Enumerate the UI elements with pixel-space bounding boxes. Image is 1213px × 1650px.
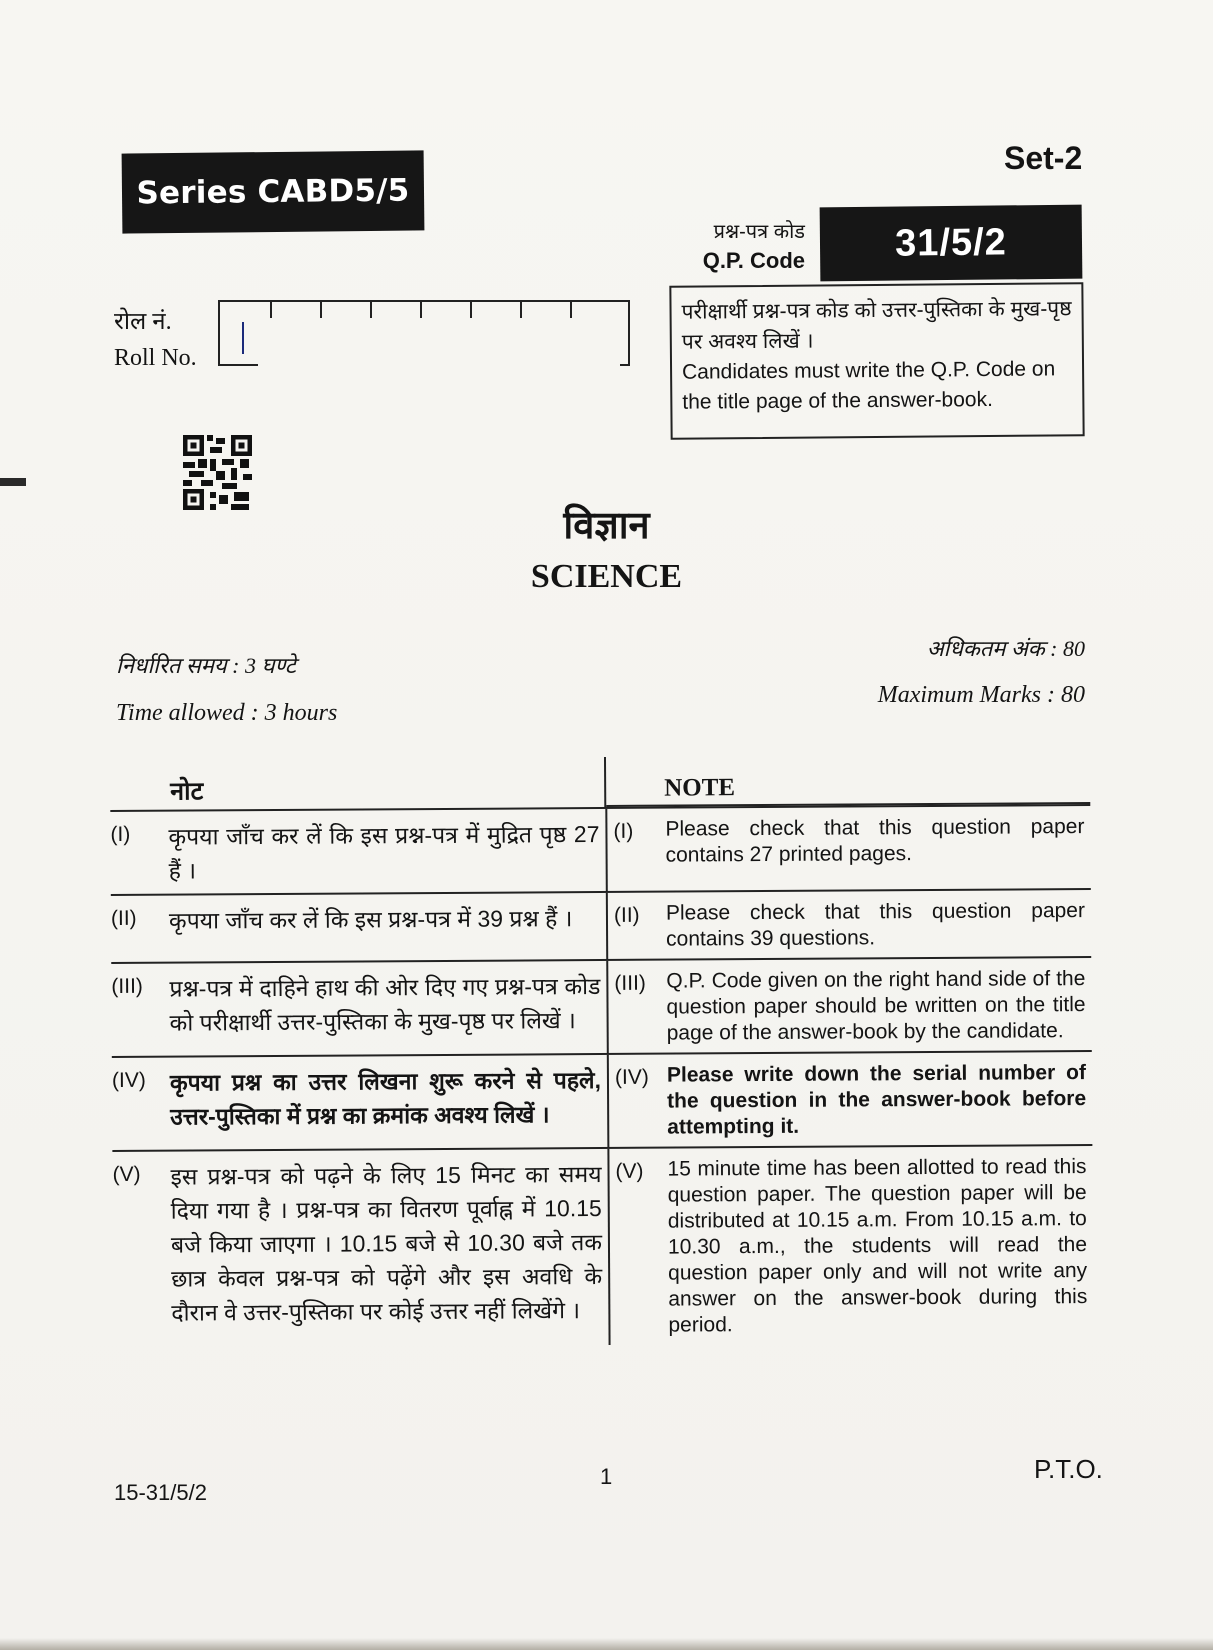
note-cell-en: [605, 806, 1090, 891]
notes-header-hi-col: [110, 757, 604, 810]
edge-mark: [0, 478, 26, 486]
max-marks-en: Maximum Marks : 80: [877, 682, 1085, 708]
note-cell-en: [607, 1052, 1093, 1147]
page-number: 1: [600, 1464, 613, 1489]
roll-box-divider: [570, 302, 572, 318]
note-cell-en: [607, 1146, 1093, 1345]
qp-code-value: 31/5/2: [894, 220, 1008, 265]
note-number: (IV): [614, 1065, 649, 1089]
note-cell-hi: [110, 809, 605, 894]
note-number: (I): [110, 822, 131, 846]
time-allowed-hi: निर्धारित समय : 3 घण्टे: [116, 653, 296, 678]
note-text-en: 15 minute time has been allotted to read this question paper. The question paper will be distributed at 10.15 a.m. From 10.15 a.m. to 10.30 a.m., the students will read the question paper only and will not write any answer on the answer-book during this period.: [667, 1155, 1088, 1337]
note-number: (IV): [111, 1068, 146, 1092]
series-label: Series CABD5/5: [136, 172, 410, 212]
note-number: (III): [614, 971, 646, 995]
note-row: [112, 1050, 1093, 1150]
set-label: Set-2: [1004, 140, 1083, 176]
roll-box-divider: [270, 302, 272, 318]
qp-code-label-hi: प्रश्न-पत्र कोड: [713, 221, 805, 243]
note-number: (II): [613, 903, 640, 927]
note-text-en: Please write down the serial number of the question in the answer-book before attempting it.: [666, 1061, 1087, 1139]
max-marks-hi: अधिकतम अंक : 80: [926, 636, 1085, 661]
roll-number-label: [114, 304, 197, 376]
roll-box-corner: [218, 364, 258, 366]
time-allowed-en: Time allowed : 3 hours: [116, 700, 338, 726]
note-text-hi: कृपया प्रश्न का उत्तर लिखना शुरू करने से पहले, उत्तर-पुस्तिका में प्रश्न का क्रमांक अवश्य लिखें ।: [169, 1067, 602, 1130]
note-row: [110, 804, 1090, 894]
notes-heading-hi: नोट: [170, 777, 204, 806]
handwritten-digit: [242, 322, 244, 354]
note-number: (V): [615, 1159, 644, 1183]
note-number: (I): [613, 819, 634, 843]
roll-box-corner: [620, 364, 630, 366]
instruction-en: Candidates must write the Q.P. Code on the title page of the answer-book.: [681, 357, 1056, 414]
roll-label-en: Roll No.: [114, 345, 197, 371]
note-text-en: Please check that this question paper contains 39 questions.: [665, 899, 1086, 951]
note-cell-hi: [112, 1149, 608, 1348]
note-text-hi: कृपया जाँच कर लें कि इस प्रश्न-पत्र में 39 प्रश्न हैं ।: [168, 905, 573, 934]
note-text-hi: इस प्रश्न-पत्र को पढ़ने के लिए 15 मिनट का समय दिया गया है । प्रश्न-पत्र का वितरण पूर्वाह्न में 10.15 बजे किया जाएगा । 10.15 बजे से 10.30 बजे तक छात्र केवल प्रश्न-पत्र को पढ़ेंगे और इस अवधि के दौरान वे उत्तर-पुस्तिका पर कोई उत्तर नहीं लिखेंगे ।: [170, 1161, 603, 1326]
note-cell-hi: [111, 961, 607, 1056]
qp-code-label-en: Q.P. Code: [702, 248, 805, 273]
series-badge: [122, 150, 425, 233]
roll-box-divider: [320, 302, 322, 318]
note-number: (V): [112, 1162, 141, 1186]
notes-header: [110, 754, 1090, 810]
note-cell-en: [606, 890, 1091, 959]
roll-number-field[interactable]: [218, 300, 630, 364]
roll-box-divider: [470, 302, 472, 318]
note-row: [112, 1144, 1093, 1348]
roll-box-divider: [420, 302, 422, 318]
note-text-en: Q.P. Code given on the right hand side of the question paper should be written on the title page of the answer-book by the candidate.: [666, 967, 1086, 1045]
please-turn-over: P.T.O.: [1034, 1454, 1103, 1484]
note-cell-en: [606, 958, 1092, 1053]
subject-title-en: SCIENCE: [530, 558, 683, 595]
note-cell-hi: [111, 893, 606, 962]
note-number: (III): [111, 974, 143, 998]
instruction-hi: परीक्षार्थी प्रश्न-पत्र कोड को उत्तर-पुस्तिका के मुख-पृष्ठ पर अवश्य लिखें ।: [681, 297, 1072, 354]
note-text-hi: कृपया जाँच कर लें कि इस प्रश्न-पत्र में मुद्रित पृष्ठ 27 हैं ।: [168, 821, 600, 884]
notes-header-en-col: [604, 754, 1090, 807]
note-cell-hi: [112, 1055, 608, 1150]
notes-heading-en: NOTE: [606, 772, 1090, 807]
qp-code-label: [680, 218, 805, 276]
roll-label-hi: रोल नं.: [114, 309, 172, 335]
note-text-hi: प्रश्न-पत्र में दाहिने हाथ की ओर दिए गए प्रश्न-पत्र कोड को परीक्षार्थी उत्तर-पुस्तिका के मुख-पृष्ठ पर लिखें ।: [169, 973, 601, 1036]
notes-table: [110, 754, 1094, 1348]
footer-paper-code: 15-31/5/2: [114, 1480, 207, 1505]
note-text-en: Please check that this question paper contains 27 printed pages.: [665, 815, 1085, 867]
note-number: (II): [110, 906, 137, 930]
roll-box-divider: [520, 302, 522, 318]
note-row: [111, 888, 1091, 962]
subject-title-hi: विज्ञान: [563, 505, 650, 547]
qp-code-badge: [820, 205, 1083, 282]
qp-code-instruction-box: [669, 282, 1084, 440]
page-edge-shadow: [0, 1638, 1213, 1650]
roll-box-divider: [370, 302, 372, 318]
note-row: [111, 956, 1092, 1056]
